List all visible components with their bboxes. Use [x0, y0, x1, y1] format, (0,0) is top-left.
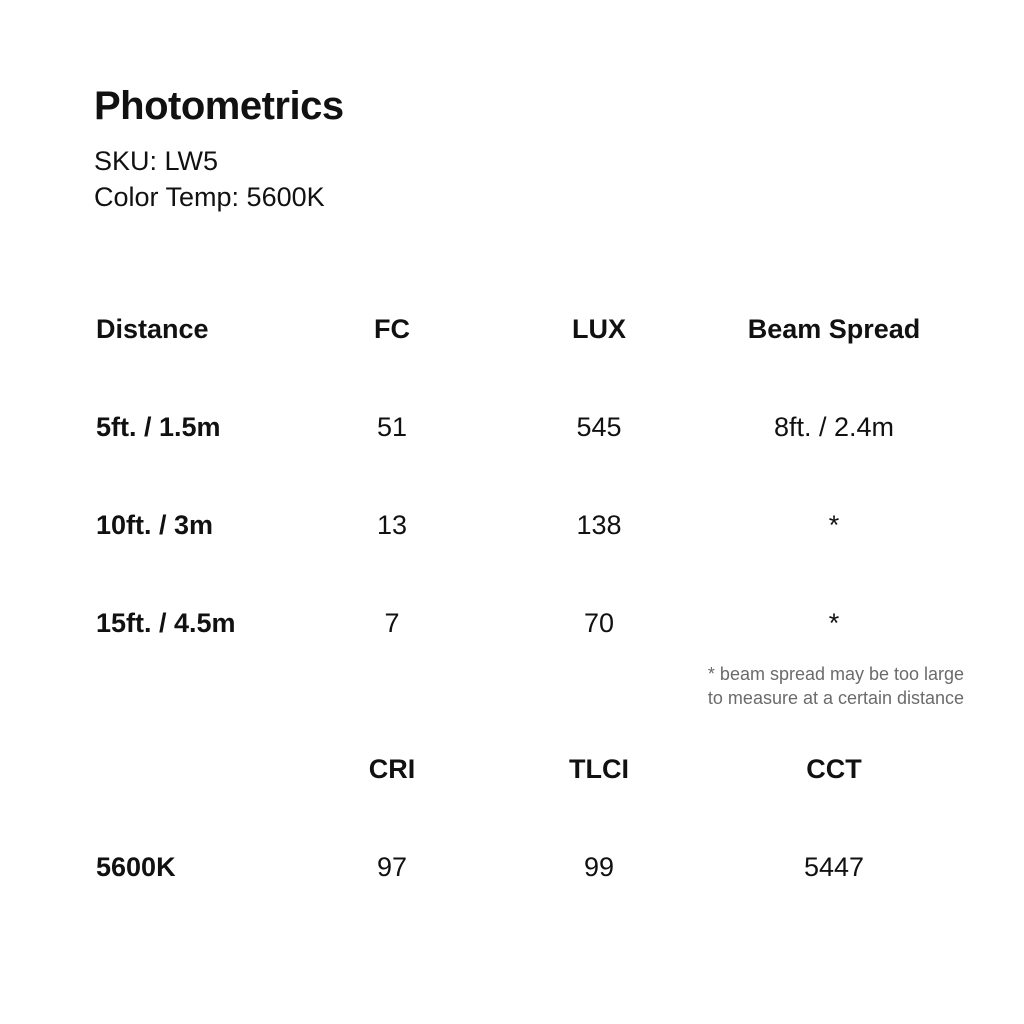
footnote-line-1: * beam spread may be too large: [707, 664, 965, 684]
header-distance: Distance: [96, 314, 209, 344]
row1-beam-spread: 8ft. / 2.4m: [773, 412, 895, 442]
sku-label: SKU: LW5: [94, 146, 219, 176]
row3-lux: 70: [583, 608, 615, 638]
row2-beam-spread: *: [828, 510, 840, 540]
row3-distance: 15ft. / 4.5m: [96, 608, 236, 638]
header-beam-spread: Beam Spread: [747, 314, 921, 344]
color-row-tlci: 99: [583, 852, 615, 882]
row1-lux: 545: [576, 412, 622, 442]
row2-distance: 10ft. / 3m: [96, 510, 214, 540]
page-title: Photometrics: [94, 84, 344, 128]
row2-fc: 13: [376, 510, 408, 540]
row1-fc: 51: [376, 412, 408, 442]
header-cct: CCT: [806, 754, 862, 784]
header-lux: LUX: [572, 314, 626, 344]
row3-beam-spread: *: [828, 608, 840, 638]
color-row-cct: 5447: [803, 852, 865, 882]
header-tlci: TLCI: [569, 754, 629, 784]
row3-fc: 7: [384, 608, 400, 638]
color-row-cri: 97: [376, 852, 408, 882]
color-row-label: 5600K: [96, 852, 176, 882]
header-fc: FC: [374, 314, 410, 344]
row1-distance: 5ft. / 1.5m: [96, 412, 221, 442]
beam-spread-footnote: [708, 662, 964, 710]
header-cri: CRI: [368, 754, 416, 784]
row2-lux: 138: [576, 510, 622, 540]
footnote-line-2: to measure at a certain distance: [707, 688, 965, 708]
color-temp-label: Color Temp: 5600K: [94, 182, 325, 212]
